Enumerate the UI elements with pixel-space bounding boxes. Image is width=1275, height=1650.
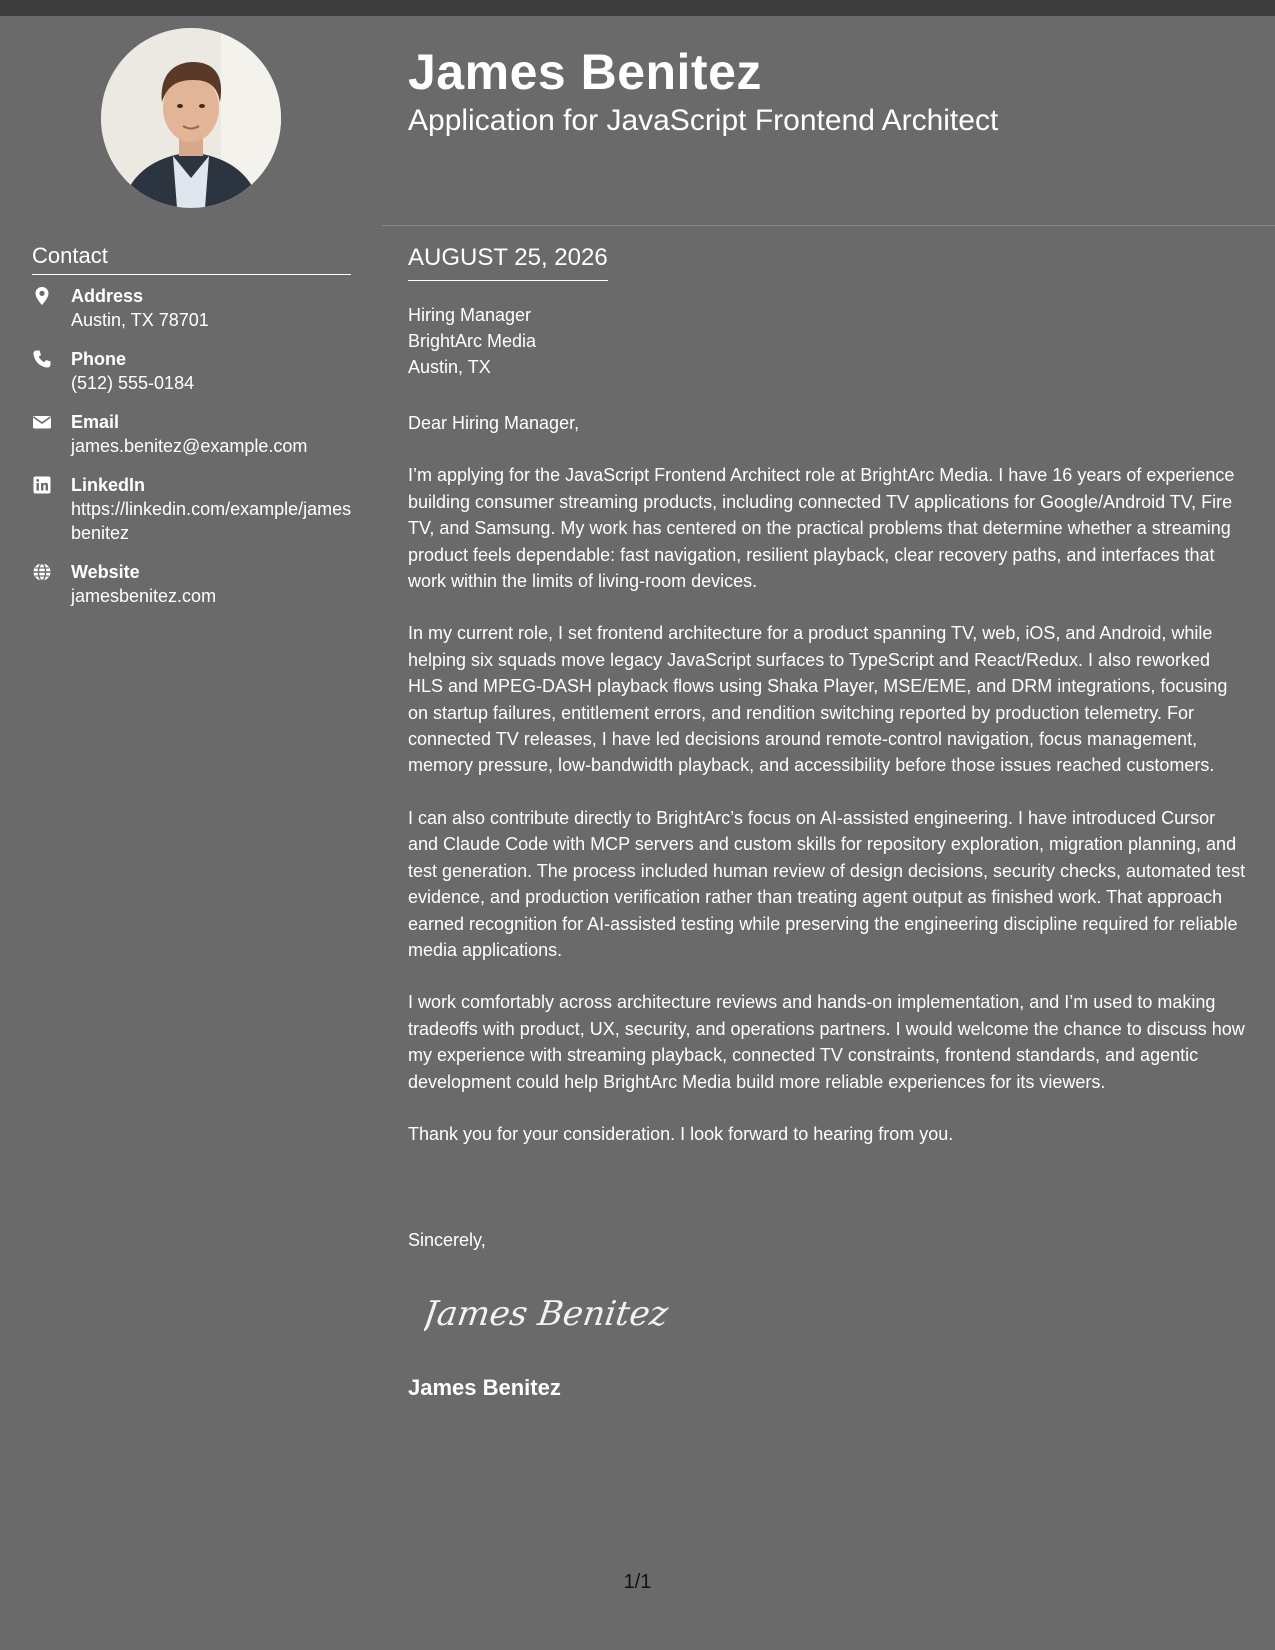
location-pin-icon [32,286,52,306]
recipient-line: Hiring Manager [408,305,532,325]
contact-item-linkedin [32,473,352,545]
body-paragraph: I work comfortably across architecture reviews and hands-on implementation, and I’m used to making tradeoffs with product, UX, security, and operations partners. I would welcome the chance to discuss how my experience with streaming playback, connected TV constraints, frontend standards, and agentic development could help BrightArc Media build more reliable experiences for its viewers. [408,992,1245,1092]
top-strip [0,0,1275,16]
body-paragraph: Thank you for your consideration. I look forward to hearing from you. [408,1123,954,1144]
applicant-name: James Benitez [408,44,762,100]
contact-heading: Contact [32,241,351,275]
linkedin-icon [32,475,52,495]
envelope-icon [32,412,52,432]
salutation: Dear Hiring Manager, [408,413,580,433]
letter-date: AUGUST 25, 2026 [408,242,608,281]
contact-label-address: Address [71,286,144,306]
contact-value-phone: (512) 555-0184 [71,373,195,393]
recipient-block [408,302,536,380]
body-paragraph: I’m applying for the JavaScript Frontend Architect role at BrightArc Media. I have 16 years of experience building consumer streaming products, including connected TV applications for Google/Android TV, Fire TV, and Samsung. My work has centered on the practical problems that determine whether a streaming product feels dependable: fast navigation, resilient playback, clear recovery paths, and interfaces that work within the limits of living-room devices. [408,465,1235,592]
contact-value-email: james.benitez@example.com [71,436,308,456]
header-divider [382,225,1275,226]
contact-value-website[interactable]: jamesbenitez.com [71,586,217,606]
globe-icon [32,562,52,582]
contact-item-website [32,560,352,608]
page-number: 1/1 [623,1571,652,1593]
profile-photo [101,28,281,208]
profile-photo-illustration [101,28,281,208]
letter-body [408,410,1248,1173]
contact-item-address [32,284,352,332]
body-paragraph: I can also contribute directly to BrightArc’s focus on AI-assisted engineering. I have introduced Cursor and Claude Code with MCP servers and custom skills for repository exploration, migration planning, and test generation. The process included human review of design decisions, security checks, automated test evidence, and production verification rather than treating agent output as finished work. That approach earned recognition for AI-assisted testing while preserving the engineering discipline required for reliable media applications. [408,807,1246,960]
contact-label-website: Website [71,562,140,582]
application-subtitle: Application for JavaScript Frontend Architect [408,104,999,137]
signature-script: James Benitez [424,1294,671,1334]
sidebar [0,16,382,1650]
contact-label-email: Email [71,412,120,432]
handwritten-signature [424,1283,674,1343]
contact-value-address: Austin, TX 78701 [71,310,209,330]
phone-icon [32,349,52,369]
contact-item-phone [32,347,352,395]
recipient-line: Austin, TX [408,357,491,377]
contact-label-linkedin: LinkedIn [71,475,146,495]
contact-label-phone: Phone [71,349,127,369]
contact-value-linkedin[interactable]: https://linkedin.com/example/jamesbenitez [71,499,352,543]
signer-name: James Benitez [408,1375,561,1400]
recipient-line: BrightArc Media [408,331,537,351]
closing: Sincerely, [408,1230,486,1250]
contact-list [32,284,352,623]
body-paragraph: In my current role, I set frontend architecture for a product spanning TV, web, iOS, and Android, while helping six squads move legacy JavaScript surfaces to TypeScript and React/Redux. I also reworked HLS and MPEG-DASH playback flows using Shaka Player, MSE/EME, and DRM integrations, focusing on startup failures, entitlement errors, and rendition switching reported by production telemetry. For connected TV releases, I have led decisions around remote-control navigation, focus management, memory pressure, low-bandwidth playback, and accessibility before those issues reached customers. [408,623,1228,776]
contact-item-email [32,410,352,458]
